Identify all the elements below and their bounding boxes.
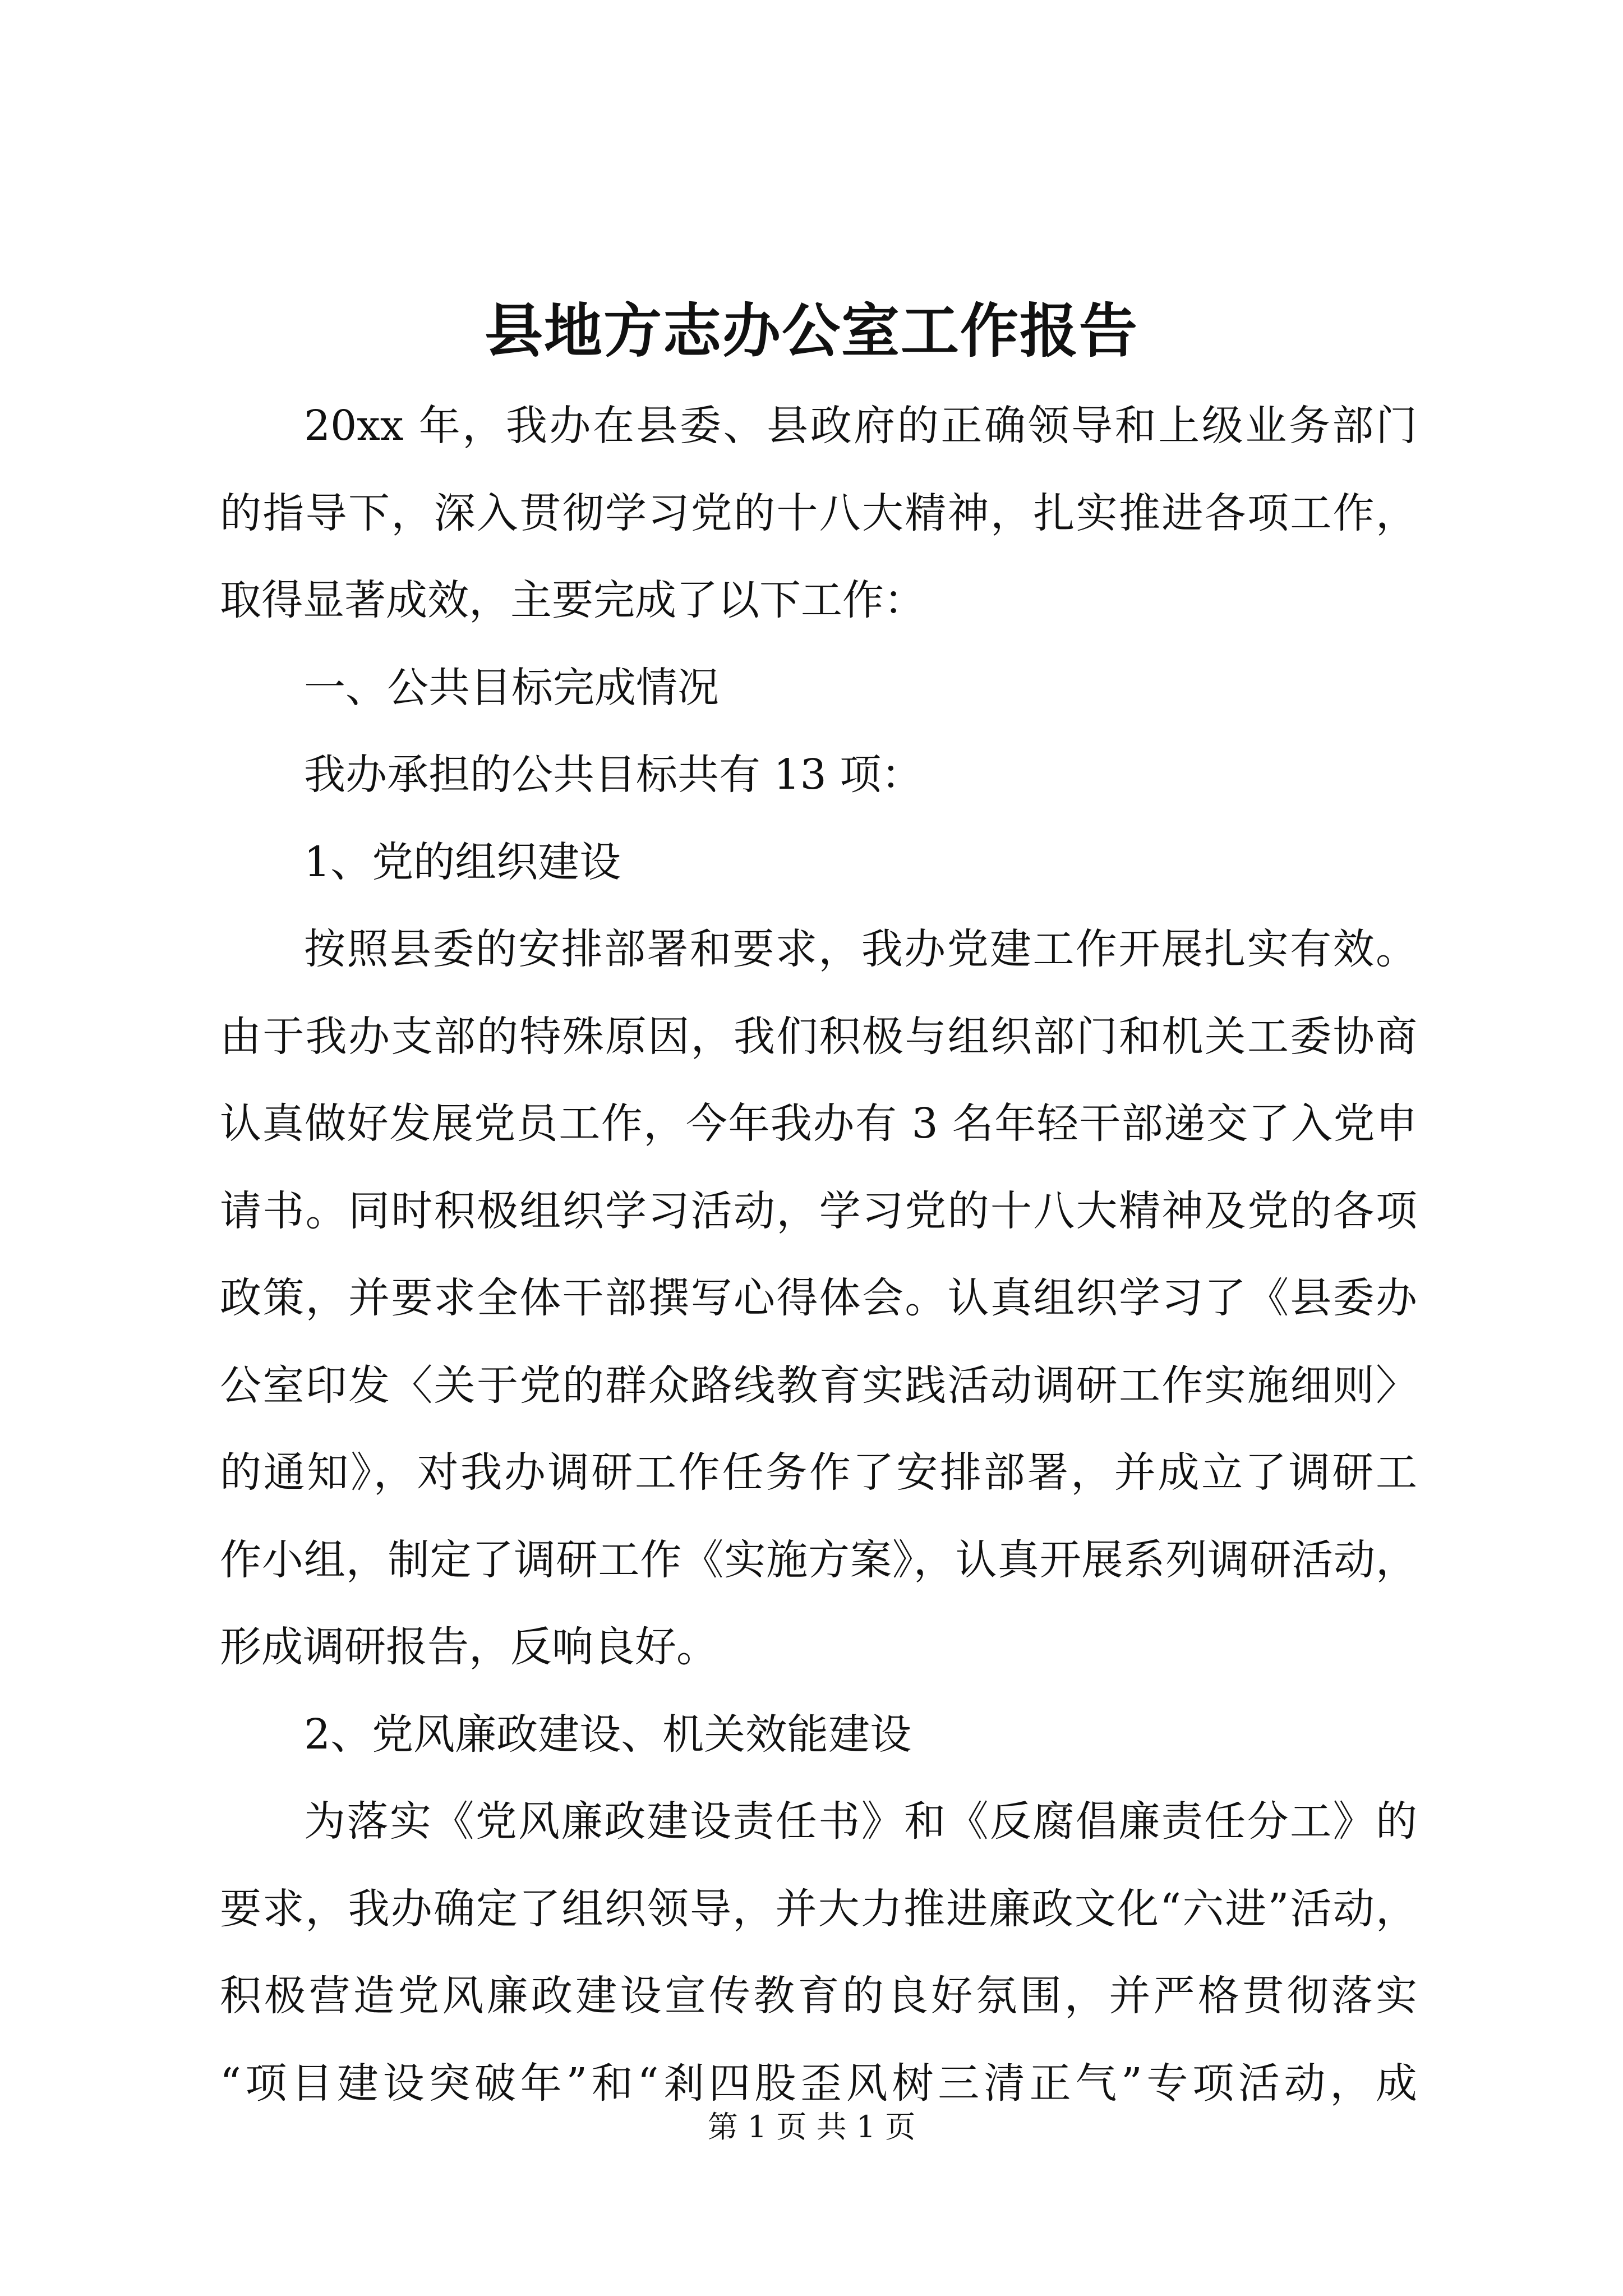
text-line: 形成调研报告，反响良好。 <box>220 1623 718 1671</box>
text-line: 按照县委的安排部署和要求，我办党建工作开展扎实有效。 <box>304 925 1417 973</box>
text-line: 政策，并要求全体干部撰写心得体会。认真组织学习了《县委办 <box>220 1274 1417 1322</box>
text-line: 1、党的组织建设 <box>304 838 621 886</box>
text-line: 作小组，制定了调研工作《实施方案》，认真开展系列调研活动， <box>220 1535 1417 1584</box>
text-line: 的通知》，对我办调研工作任务作了安排部署，并成立了调研工 <box>220 1448 1417 1497</box>
text-line: 为落实《党风廉政建设责任书》和《反腐倡廉责任分工》的 <box>304 1797 1417 1846</box>
document-title: 县地方志办公室工作报告 <box>484 296 1138 365</box>
text-line: “项目建设突破年”和“剎四股歪风树三清正气”专项活动，成 <box>220 2059 1417 2108</box>
text-line: 取得显著成效，主要完成了以下工作： <box>220 576 925 624</box>
text-line: 20xx 年，我办在县委、县政府的正确领导和上级业务部门 <box>304 402 1417 450</box>
text-line: 请书。同时积极组织学习活动，学习党的十八大精神及党的各项 <box>220 1186 1417 1235</box>
text-line: 我办承担的公共目标共有 13 项： <box>304 751 923 799</box>
text-line: 一、公共目标完成情况 <box>304 663 719 712</box>
text-line: 认真做好发展党员工作，今年我办有 3 名年轻干部递交了入党申 <box>220 1099 1417 1148</box>
text-line: 2、党风廉政建设、机关效能建设 <box>304 1710 912 1759</box>
text-line: 公室印发〈关于党的群众路线教育实践活动调研工作实施细则〉 <box>220 1361 1417 1410</box>
text-line: 要求，我办确定了组织领导，并大力推进廉政文化“六进”活动， <box>220 1884 1417 1933</box>
text-line: 的指导下，深入贯彻学习党的十八大精神，扎实推进各项工作， <box>220 489 1417 537</box>
text-line: 积极营造党风廉政建设宣传教育的良好氛围，并严格贯彻落实 <box>220 1972 1417 2020</box>
document-body <box>220 383 1417 2127</box>
text-line: 由于我办支部的特殊原因，我们积极与组织部门和机关工委协商 <box>220 1012 1417 1061</box>
page-footer: 第 1 页 共 1 页 <box>707 2109 916 2145</box>
